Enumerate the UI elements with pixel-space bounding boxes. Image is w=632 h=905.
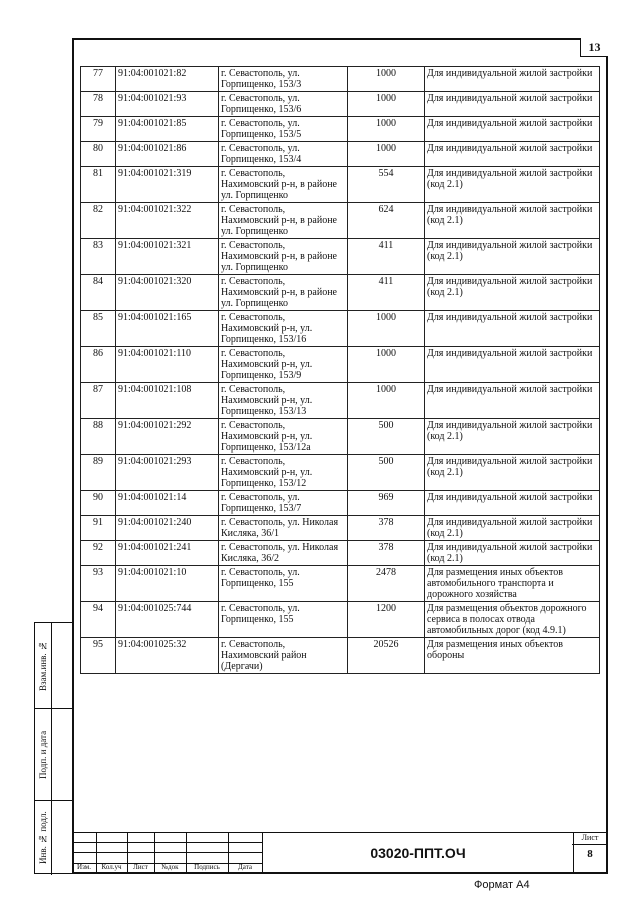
table-row (81, 142, 600, 167)
cell-number: 86 (81, 347, 116, 383)
cell-cadastral-number: 91:04:001021:293 (116, 455, 219, 491)
cell-cadastral-number: 91:04:001021:320 (116, 275, 219, 311)
cell-area: 1000 (348, 92, 425, 117)
cell-area: 969 (348, 491, 425, 516)
cell-address: г. Севастополь, ул. Горпищенко, 153/5 (219, 117, 348, 142)
cell-address: г. Севастополь, Нахимовский р-н, ул. Горпищенко, 153/12а (219, 419, 348, 455)
cell-permitted-use: Для индивидуальной жилой застройки (код 2.1) (425, 455, 600, 491)
table-row (81, 67, 600, 92)
cell-permitted-use: Для индивидуальной жилой застройки (425, 383, 600, 419)
cell-number: 78 (81, 92, 116, 117)
cell-permitted-use: Для размещения иных объектов обороны (425, 638, 600, 674)
cell-address: г. Севастополь, Нахимовский р-н, ул. Горпищенко, 153/16 (219, 311, 348, 347)
cell-address: г. Севастополь, ул. Горпищенко, 155 (219, 602, 348, 638)
table-row (81, 491, 600, 516)
cell-address: г. Севастополь, Нахимовский район (Дергачи) (219, 638, 348, 674)
cell-area: 411 (348, 239, 425, 275)
cell-address: г. Севастополь, ул. Горпищенко, 153/3 (219, 67, 348, 92)
cell-cadastral-number: 91:04:001021:82 (116, 67, 219, 92)
cell-number: 89 (81, 455, 116, 491)
table-row (81, 275, 600, 311)
sheet-box (572, 832, 608, 874)
label-ndok: №док (161, 863, 179, 871)
cell-cadastral-number: 91:04:001021:93 (116, 92, 219, 117)
label-izm: Изм. (77, 863, 91, 871)
cell-cadastral-number: 91:04:001021:110 (116, 347, 219, 383)
cell-address: г. Севастополь, Нахимовский р-н, в районе ул. Горпищенко (219, 167, 348, 203)
cell-permitted-use: Для размещения объектов дорожного сервиса в полосах отвода автомобильных дорог (код 4.9.1) (425, 602, 600, 638)
cell-cadastral-number: 91:04:001021:10 (116, 566, 219, 602)
cell-area: 378 (348, 516, 425, 541)
cell-area: 1000 (348, 347, 425, 383)
cell-number: 92 (81, 541, 116, 566)
cell-address: г. Севастополь, ул. Горпищенко, 155 (219, 566, 348, 602)
cell-number: 79 (81, 117, 116, 142)
cell-cadastral-number: 91:04:001021:240 (116, 516, 219, 541)
cell-number: 95 (81, 638, 116, 674)
cell-area: 378 (348, 541, 425, 566)
cell-cadastral-number: 91:04:001021:85 (116, 117, 219, 142)
cell-cadastral-number: 91:04:001021:14 (116, 491, 219, 516)
cell-area: 1000 (348, 311, 425, 347)
cell-area: 500 (348, 419, 425, 455)
table-row (81, 455, 600, 491)
cell-address: г. Севастополь, Нахимовский р-н, в районе ул. Горпищенко (219, 275, 348, 311)
format-label: Формат А4 (474, 879, 530, 891)
cell-permitted-use: Для индивидуальной жилой застройки (код 2.1) (425, 516, 600, 541)
land-plots-table (80, 66, 600, 674)
cell-number: 90 (81, 491, 116, 516)
table-row (81, 566, 600, 602)
cell-cadastral-number: 91:04:001025:32 (116, 638, 219, 674)
cell-permitted-use: Для индивидуальной жилой застройки (425, 92, 600, 117)
label-data: Дата (238, 863, 252, 871)
table-row (81, 203, 600, 239)
cell-address: г. Севастополь, ул. Горпищенко, 153/4 (219, 142, 348, 167)
cell-address: г. Севастополь, Нахимовский р-н, в районе ул. Горпищенко (219, 239, 348, 275)
cell-permitted-use: Для индивидуальной жилой застройки (425, 491, 600, 516)
sheet-number: 8 (587, 848, 593, 860)
cell-permitted-use: Для индивидуальной жилой застройки (код 2.1) (425, 167, 600, 203)
cell-area: 1000 (348, 117, 425, 142)
cell-permitted-use: Для индивидуальной жилой застройки (код 2.1) (425, 203, 600, 239)
cell-number: 93 (81, 566, 116, 602)
cell-address: г. Севастополь, ул. Горпищенко, 153/7 (219, 491, 348, 516)
cell-number: 77 (81, 67, 116, 92)
table-row (81, 117, 600, 142)
cell-permitted-use: Для индивидуальной жилой застройки (425, 142, 600, 167)
cell-permitted-use: Для индивидуальной жилой застройки (код 2.1) (425, 541, 600, 566)
cell-address: г. Севастополь, ул. Николая Кисляка, 36/1 (219, 516, 348, 541)
cell-number: 83 (81, 239, 116, 275)
cell-number: 82 (81, 203, 116, 239)
approval-sidebar (34, 622, 72, 874)
cell-area: 1000 (348, 67, 425, 92)
cell-area: 411 (348, 275, 425, 311)
cell-cadastral-number: 91:04:001021:321 (116, 239, 219, 275)
sidebar-cell-vzam (35, 623, 73, 709)
table-row (81, 541, 600, 566)
cell-number: 85 (81, 311, 116, 347)
table-row (81, 347, 600, 383)
cell-number: 81 (81, 167, 116, 203)
cell-permitted-use: Для индивидуальной жилой застройки (код 2.1) (425, 239, 600, 275)
cell-cadastral-number: 91:04:001021:322 (116, 203, 219, 239)
cell-permitted-use: Для индивидуальной жилой застройки (425, 67, 600, 92)
cell-area: 1200 (348, 602, 425, 638)
cell-number: 80 (81, 142, 116, 167)
cell-cadastral-number: 91:04:001021:292 (116, 419, 219, 455)
table-row (81, 419, 600, 455)
cell-cadastral-number: 91:04:001021:86 (116, 142, 219, 167)
cell-address: г. Севастополь, Нахимовский р-н, ул. Горпищенко, 153/12 (219, 455, 348, 491)
document-code: 03020-ППТ.ОЧ (262, 832, 574, 874)
sidebar-label-inv: Инв. № подл. (38, 811, 48, 865)
sidebar-cell-inv (35, 801, 73, 875)
title-block (72, 832, 608, 874)
cell-number: 94 (81, 602, 116, 638)
cell-area: 1000 (348, 383, 425, 419)
cell-area: 20526 (348, 638, 425, 674)
table-row (81, 638, 600, 674)
table-row (81, 602, 600, 638)
cell-cadastral-number: 91:04:001021:165 (116, 311, 219, 347)
sheet-label: Лист (572, 833, 608, 845)
cell-cadastral-number: 91:04:001021:241 (116, 541, 219, 566)
cell-address: г. Севастополь, Нахимовский р-н, ул. Горпищенко, 153/9 (219, 347, 348, 383)
table-row (81, 92, 600, 117)
cell-permitted-use: Для индивидуальной жилой застройки (425, 311, 600, 347)
cell-address: г. Севастополь, Нахимовский р-н, ул. Горпищенко, 153/13 (219, 383, 348, 419)
cell-area: 1000 (348, 142, 425, 167)
cell-number: 84 (81, 275, 116, 311)
table-body (81, 67, 600, 674)
cell-number: 88 (81, 419, 116, 455)
cell-permitted-use: Для индивидуальной жилой застройки (код 2.1) (425, 419, 600, 455)
cell-area: 500 (348, 455, 425, 491)
cell-address: г. Севастополь, Нахимовский р-н, в районе ул. Горпищенко (219, 203, 348, 239)
sidebar-cell-podp (35, 709, 73, 801)
cell-address: г. Севастополь, ул. Николая Кисляка, 36/2 (219, 541, 348, 566)
cell-permitted-use: Для размещения иных объектов автомобильного транспорта и дорожного хозяйства (425, 566, 600, 602)
label-list: Лист (133, 863, 148, 871)
table-row (81, 383, 600, 419)
cell-area: 2478 (348, 566, 425, 602)
cell-permitted-use: Для индивидуальной жилой застройки (код 2.1) (425, 275, 600, 311)
table-row (81, 516, 600, 541)
page-number-badge: 13 (580, 38, 608, 57)
cell-area: 554 (348, 167, 425, 203)
label-kol-uch: Кол.уч (101, 863, 122, 871)
sidebar-label-vzam: Взам.инв. № (38, 641, 48, 691)
table-row (81, 167, 600, 203)
revision-grid (72, 832, 262, 874)
cell-cadastral-number: 91:04:001021:108 (116, 383, 219, 419)
cell-area: 624 (348, 203, 425, 239)
cell-permitted-use: Для индивидуальной жилой застройки (425, 117, 600, 142)
cell-number: 91 (81, 516, 116, 541)
label-podpis: Подпись (194, 863, 220, 871)
table-row (81, 311, 600, 347)
cell-permitted-use: Для индивидуальной жилой застройки (425, 347, 600, 383)
sidebar-label-podp: Подп. и дата (38, 730, 48, 780)
revision-labels (72, 863, 262, 874)
cell-address: г. Севастополь, ул. Горпищенко, 153/6 (219, 92, 348, 117)
cell-cadastral-number: 91:04:001021:319 (116, 167, 219, 203)
table-row (81, 239, 600, 275)
cell-cadastral-number: 91:04:001025:744 (116, 602, 219, 638)
cell-number: 87 (81, 383, 116, 419)
